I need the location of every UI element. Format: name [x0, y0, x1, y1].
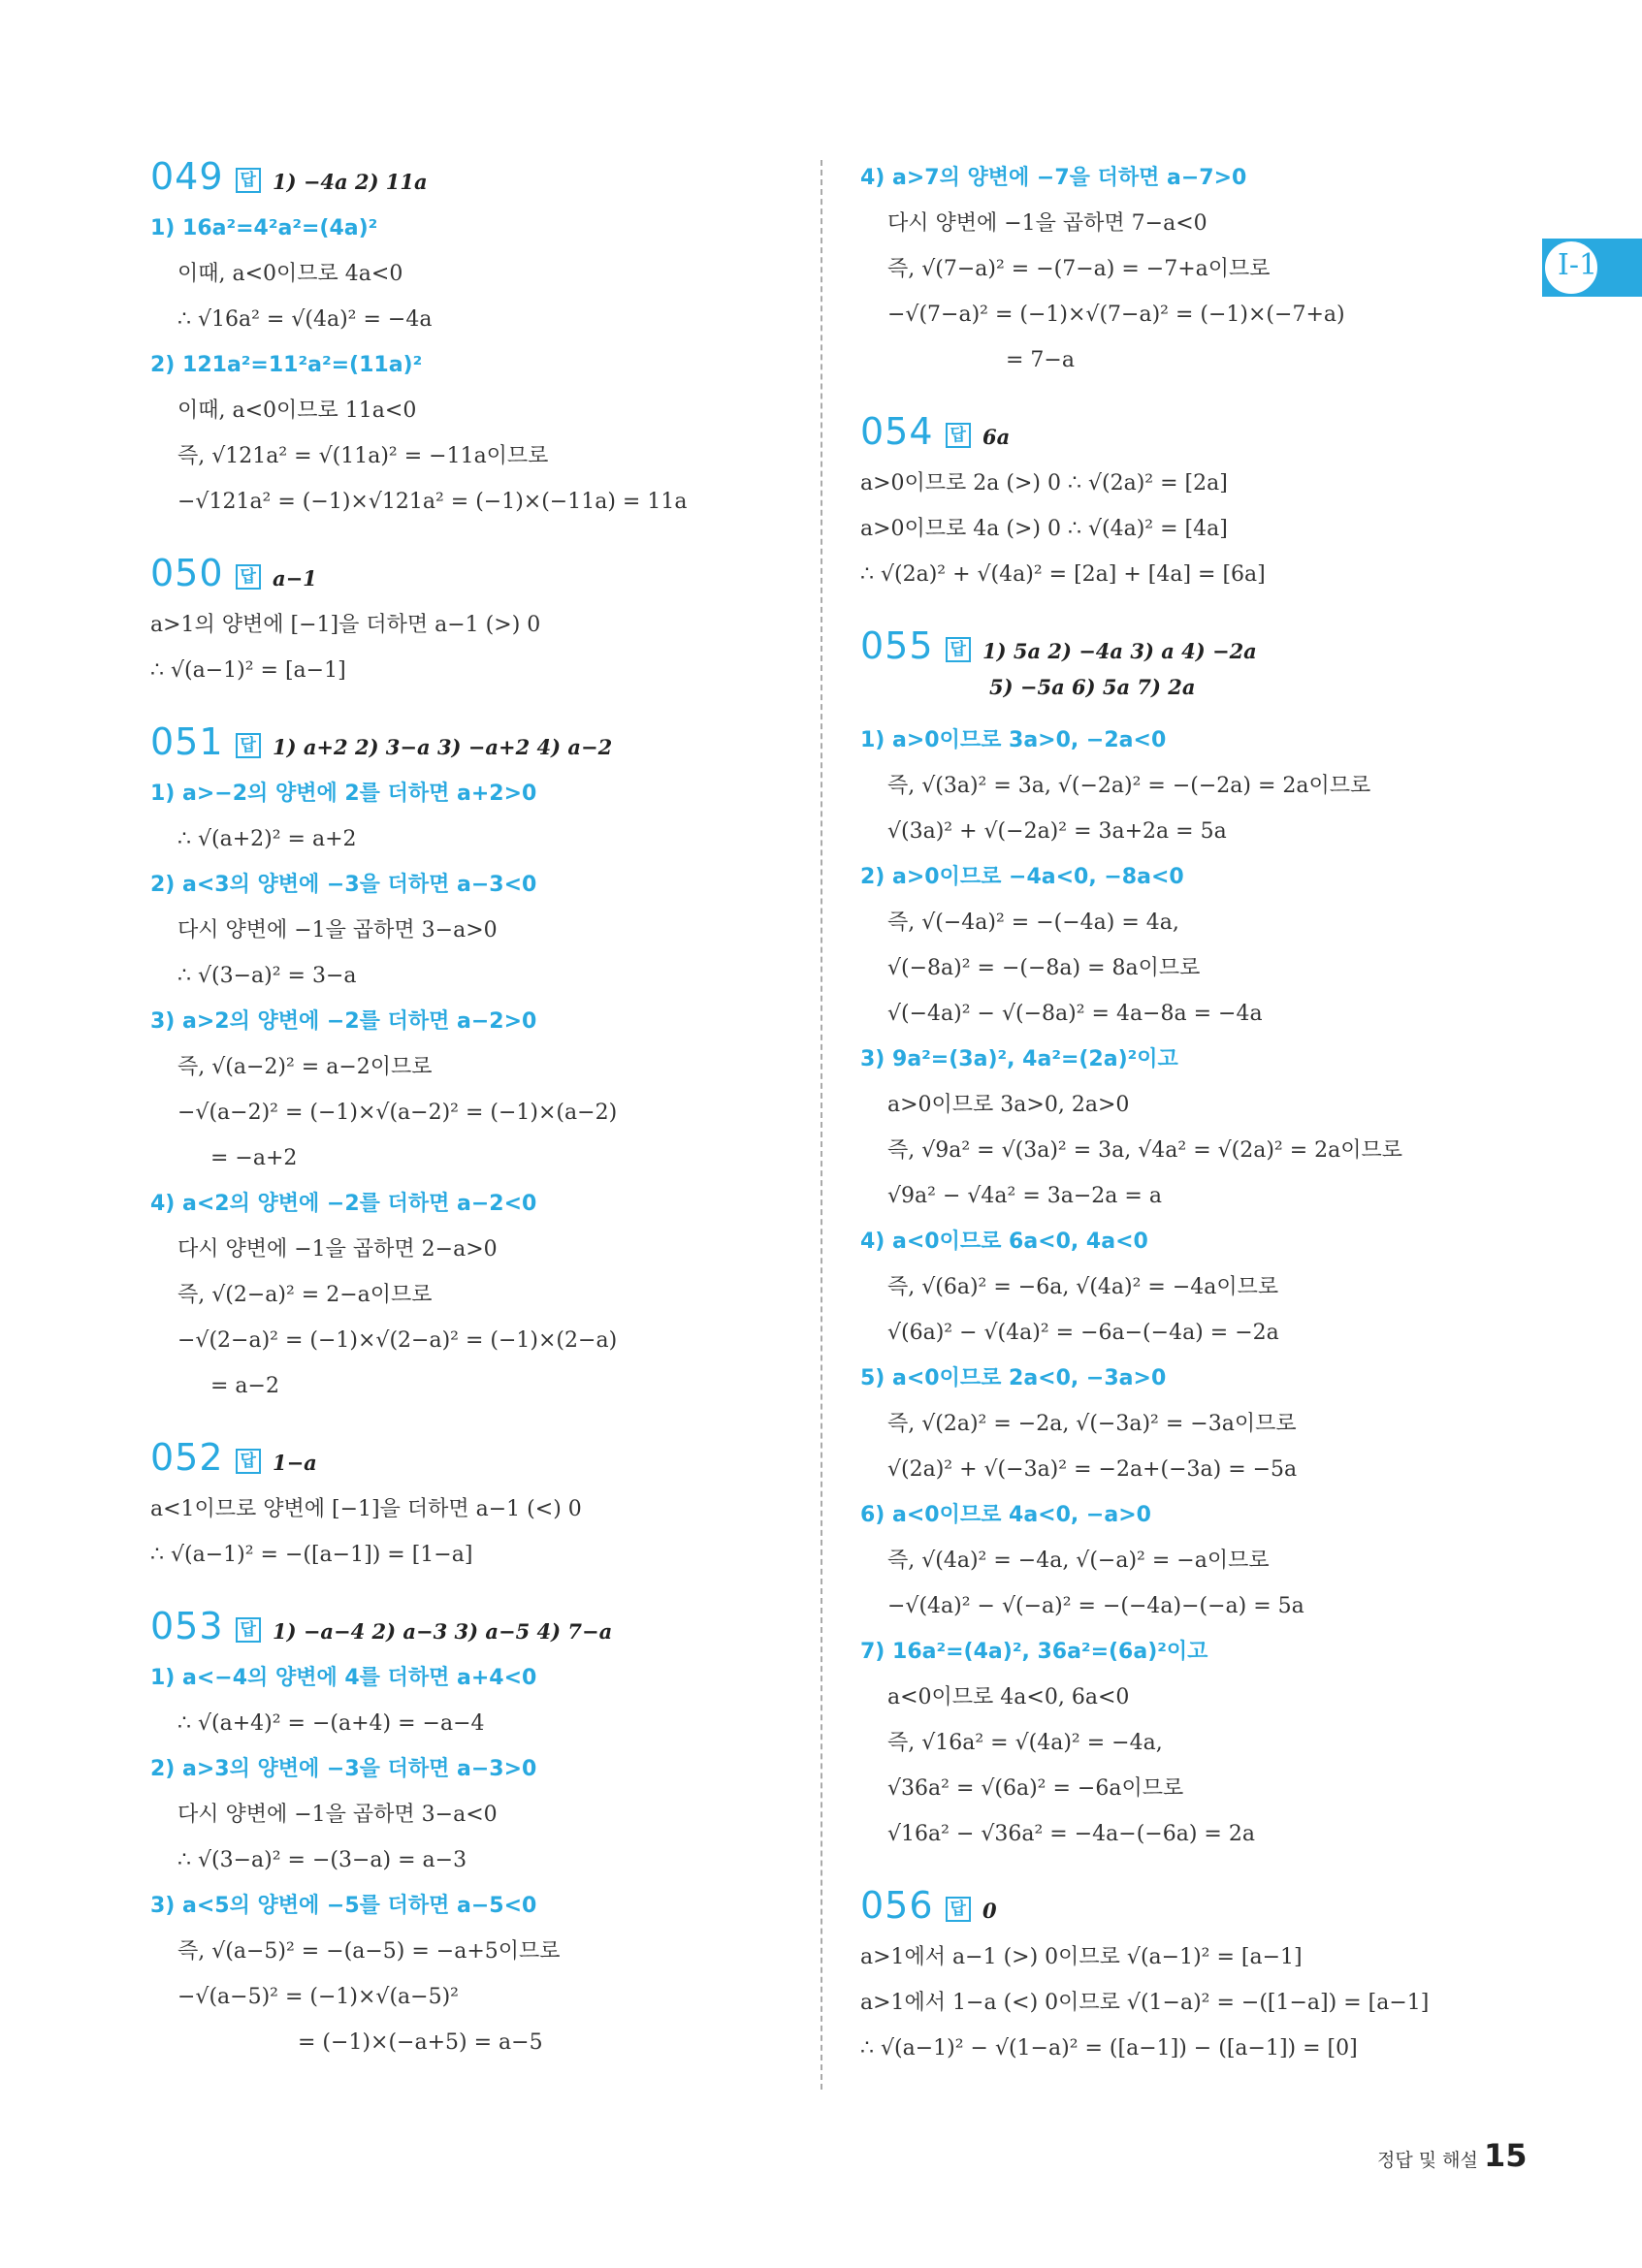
answer-badge: 답 [236, 168, 261, 193]
solution-line: 2) a>0이므로 −4a<0, −8a<0 [860, 865, 1184, 889]
solution-line: 즉, √(6a)² = −6a, √(4a)² = −4a이므로 [887, 1275, 1279, 1299]
solution-line: 즉, √(7−a)² = −(7−a) = −7+a이므로 [887, 257, 1271, 281]
solution-line: 이때, a<0이므로 4a<0 [177, 262, 403, 286]
solution-line: a<0이므로 4a<0, 6a<0 [887, 1685, 1130, 1709]
solution-line: a>0이므로 2a (>) 0 ∴ √(2a)² = [2a] [860, 471, 1228, 495]
problem-block [150, 552, 790, 693]
solution-line: 즉, √(−4a)² = −(−4a) = 4a, [887, 910, 1179, 935]
problem-block [150, 1605, 790, 2065]
problem-block [150, 1436, 790, 1578]
solution-line: = a−2 [210, 1374, 279, 1398]
problem-block [860, 410, 1500, 597]
solution-line: 즉, √(a−5)² = −(a−5) = −a+5이므로 [177, 1939, 561, 1964]
solution-line: 즉, √121a² = √(11a)² = −11a이므로 [177, 444, 549, 468]
problem-block [150, 720, 790, 1409]
solution-line: −√(a−5)² = (−1)×√(a−5)² [177, 1985, 459, 2009]
solution-line: a>0이므로 3a>0, 2a>0 [887, 1093, 1130, 1117]
solution-line: 다시 양변에 −1을 곱하면 7−a<0 [887, 211, 1207, 236]
answer-text: 1) −4a 2) 11a [272, 170, 428, 194]
solution-line: ∴ √(a+2)² = a+2 [177, 827, 357, 851]
problem-number: 056 [860, 1884, 934, 1927]
solution-line: 1) a>−2의 양변에 2를 더하면 a+2>0 [150, 782, 537, 806]
solution-line: 4) a<0이므로 6a<0, 4a<0 [860, 1230, 1148, 1254]
solution-line: ∴ √(a−1)² = −([a−1]) = [1−a] [150, 1543, 473, 1567]
solution-line: 즉, √(a−2)² = a−2이므로 [177, 1055, 433, 1079]
solution-line: 즉, √(2−a)² = 2−a이므로 [177, 1283, 433, 1307]
solution-line: = (−1)×(−a+5) = a−5 [298, 2030, 543, 2055]
solution-line: √9a² − √4a² = 3a−2a = a [887, 1184, 1162, 1208]
solution-line: 4) a>7의 양변에 −7을 더하면 a−7>0 [860, 166, 1247, 190]
solution-line: 다시 양변에 −1을 곱하면 3−a<0 [177, 1803, 498, 1827]
solution-line: 3) a<5의 양변에 −5를 더하면 a−5<0 [150, 1894, 537, 1918]
solution-line: a>1에서 1−a (<) 0이므로 √(1−a)² = −([1−a]) = [a−1] [860, 1991, 1430, 2015]
solution-line: 3) 9a²=(3a)², 4a²=(2a)²이고 [860, 1047, 1178, 1071]
solution-line: 즉, √(2a)² = −2a, √(−3a)² = −3a이므로 [887, 1412, 1297, 1436]
problem-block [860, 624, 1500, 1857]
left-column [150, 155, 790, 2092]
problem-number: 052 [150, 1436, 224, 1479]
solution-line: 1) 16a²=4²a²=(4a)² [150, 216, 378, 240]
answer-text: 1) 5a 2) −4a 3) a 4) −2a [982, 639, 1257, 663]
solution-line: 즉, √9a² = √(3a)² = 3a, √4a² = √(2a)² = 2a이므로 [887, 1138, 1403, 1163]
problem-number: 051 [150, 720, 224, 763]
solution-line: √(−8a)² = −(−8a) = 8a이므로 [887, 956, 1201, 980]
problem-number: 050 [150, 552, 224, 594]
solution-line: ∴ √16a² = √(4a)² = −4a [177, 307, 433, 332]
solution-line: a>0이므로 4a (>) 0 ∴ √(4a)² = [4a] [860, 517, 1228, 541]
answer-badge: 답 [946, 637, 971, 662]
solution-line: 2) a>3의 양변에 −3을 더하면 a−3>0 [150, 1757, 537, 1781]
right-column [860, 155, 1500, 2098]
column-divider [821, 160, 822, 2090]
solution-line: √(3a)² + √(−2a)² = 3a+2a = 5a [887, 819, 1227, 844]
solution-line: 1) a>0이므로 3a>0, −2a<0 [860, 728, 1167, 752]
answer-text: 1) −a−4 2) a−3 3) a−5 4) 7−a [272, 1619, 613, 1644]
answer-badge: 답 [946, 1897, 971, 1922]
solution-line: −√(7−a)² = (−1)×√(7−a)² = (−1)×(−7+a) [887, 303, 1345, 327]
solution-line: 즉, √(4a)² = −4a, √(−a)² = −a이므로 [887, 1549, 1270, 1573]
solution-line: 1) a<−4의 양변에 4를 더하면 a+4<0 [150, 1666, 537, 1690]
problem-number: 055 [860, 624, 934, 667]
solution-line: ∴ √(a−1)² = [a−1] [150, 658, 346, 683]
answer-text: a−1 [272, 566, 317, 591]
solution-line: = 7−a [1006, 348, 1075, 372]
answer-badge: 답 [236, 564, 261, 590]
solution-line: = −a+2 [210, 1146, 298, 1170]
problem-header [860, 624, 1500, 675]
answer-text: 1) a+2 2) 3−a 3) −a+2 4) a−2 [272, 735, 613, 759]
footer-label: 정답 및 해설 [1377, 2150, 1478, 2171]
solution-line: a>1의 양변에 [−1]을 더하면 a−1 (>) 0 [150, 613, 541, 637]
solution-line: a>1에서 a−1 (>) 0이므로 √(a−1)² = [a−1] [860, 1945, 1303, 1969]
answer-text-cont: 5) −5a 6) 5a 7) 2a [989, 675, 1196, 699]
solution-line: ∴ √(2a)² + √(4a)² = [2a] + [4a] = [6a] [860, 562, 1266, 587]
solution-line: 3) a>2의 양변에 −2를 더하면 a−2>0 [150, 1009, 537, 1034]
problem-header [860, 410, 1500, 461]
problem-header [150, 720, 790, 771]
solution-line: 4) a<2의 양변에 −2를 더하면 a−2<0 [150, 1192, 537, 1216]
answer-text: 0 [982, 1899, 997, 1923]
problem-number: 049 [150, 155, 224, 198]
problem-block [150, 155, 790, 525]
solution-line: 2) 121a²=11²a²=(11a)² [150, 353, 423, 377]
solution-line: −√(a−2)² = (−1)×√(a−2)² = (−1)×(a−2) [177, 1101, 618, 1125]
solution-line: ∴ √(3−a)² = 3−a [177, 964, 357, 988]
solution-line: 6) a<0이므로 4a<0, −a>0 [860, 1503, 1151, 1527]
problem-header [150, 552, 790, 602]
solution-line: 다시 양변에 −1을 곱하면 2−a>0 [177, 1237, 498, 1262]
solution-line: −√(4a)² − √(−a)² = −(−4a)−(−a) = 5a [887, 1594, 1304, 1618]
solution-line: −√121a² = (−1)×√121a² = (−1)×(−11a) = 11a [177, 490, 688, 514]
problem-number: 054 [860, 410, 934, 453]
answer-text: 1−a [272, 1451, 317, 1475]
problem-header [150, 155, 790, 206]
answer-badge: 답 [236, 1617, 261, 1643]
solution-line: ∴ √(3−a)² = −(3−a) = a−3 [177, 1848, 467, 1872]
solution-line: a<1이므로 양변에 [−1]을 더하면 a−1 (<) 0 [150, 1497, 582, 1521]
solution-line: ∴ √(a−1)² − √(1−a)² = ([a−1]) − ([a−1]) = [0] [860, 2036, 1358, 2060]
solution-line: 즉, √(3a)² = 3a, √(−2a)² = −(−2a) = 2a이므로 [887, 774, 1371, 798]
answer-badge: 답 [946, 423, 971, 448]
solution-line: √16a² − √36a² = −4a−(−6a) = 2a [887, 1822, 1255, 1846]
problem-header [150, 1605, 790, 1655]
solution-line: 2) a<3의 양변에 −3을 더하면 a−3<0 [150, 873, 537, 897]
solution-line: √(6a)² − √(4a)² = −6a−(−4a) = −2a [887, 1321, 1279, 1345]
solution-line: √(−4a)² − √(−8a)² = 4a−8a = −4a [887, 1002, 1263, 1026]
answer-text: 6a [982, 425, 1011, 449]
problem-number: 053 [150, 1605, 224, 1647]
problem-block [860, 1884, 1500, 2071]
solution-line: 즉, √16a² = √(4a)² = −4a, [887, 1731, 1163, 1755]
solution-line: 다시 양변에 −1을 곱하면 3−a>0 [177, 918, 498, 942]
solution-line: 7) 16a²=(4a)², 36a²=(6a)²이고 [860, 1640, 1208, 1664]
chapter-tab-label: Ⅰ-1 [1558, 248, 1598, 282]
solution-line: −√(2−a)² = (−1)×√(2−a)² = (−1)×(2−a) [177, 1328, 618, 1353]
answer-badge: 답 [236, 1449, 261, 1474]
page-number: 15 [1484, 2137, 1528, 2174]
solution-line: 5) a<0이므로 2a<0, −3a>0 [860, 1366, 1167, 1390]
solution-line: √(2a)² + √(−3a)² = −2a+(−3a) = −5a [887, 1457, 1298, 1482]
problem-header [860, 1884, 1500, 1934]
problem-header [150, 1436, 790, 1486]
answer-badge: 답 [236, 733, 261, 758]
problem-block [860, 155, 1500, 383]
solution-line: 이때, a<0이므로 11a<0 [177, 399, 417, 423]
solution-line: √36a² = √(6a)² = −6a이므로 [887, 1776, 1184, 1801]
solution-line: ∴ √(a+4)² = −(a+4) = −a−4 [177, 1711, 485, 1736]
